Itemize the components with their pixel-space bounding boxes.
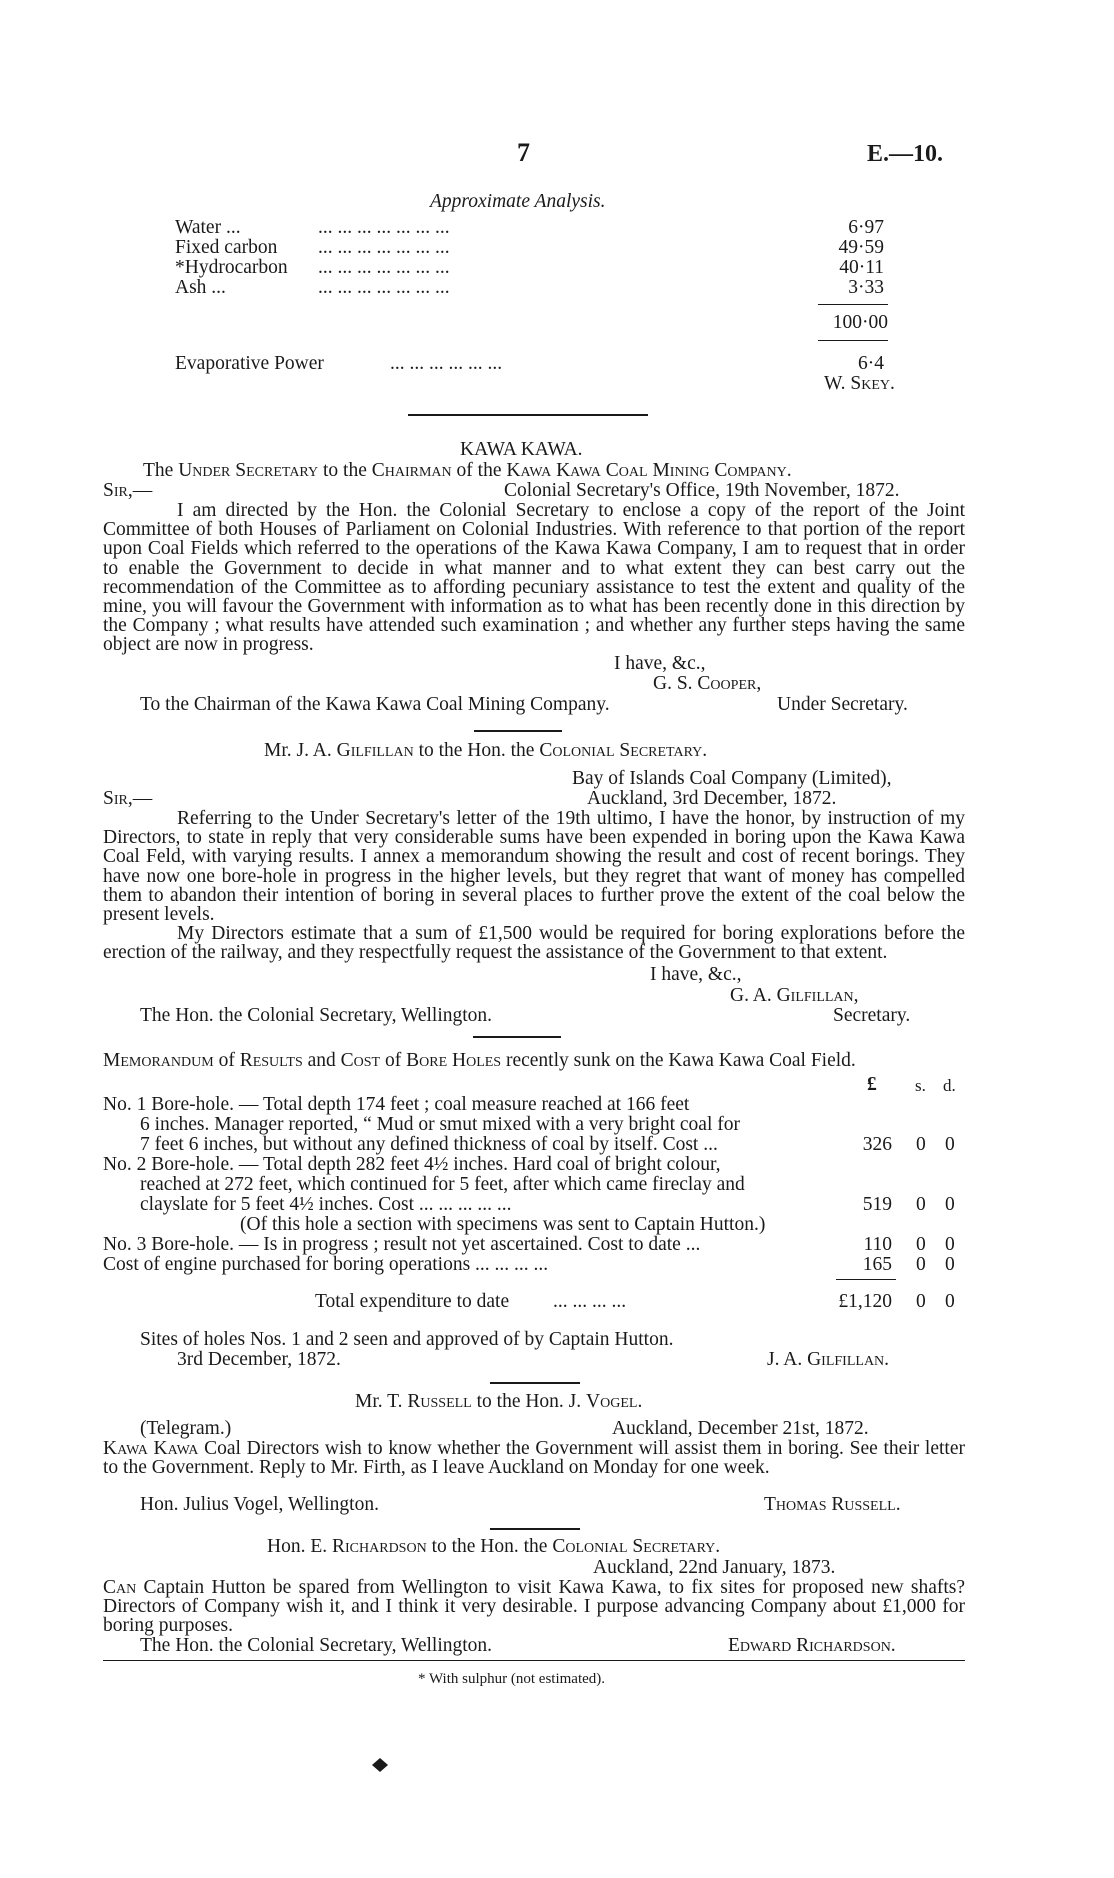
- analysis-label: Ash ...: [175, 277, 226, 298]
- memo-date: 3rd December, 1872.: [177, 1349, 341, 1370]
- richardson-addressee: The Hon. the Colonial Secretary, Wellington.: [140, 1635, 493, 1656]
- section-divider: [490, 1528, 580, 1530]
- memo-col-pence: d.: [943, 1076, 956, 1095]
- page-number: 7: [517, 138, 530, 167]
- memo-line: reached at 272 feet, which continued for 5 feet, after which came fireclay and: [140, 1174, 745, 1195]
- analysis-total: 100·00: [832, 312, 888, 333]
- richardson-signer: Edward Richardson.: [728, 1635, 896, 1656]
- russell-body: Kawa Kawa Coal Directors wish to know whether the Government will assist them in boring. See their letter to the Government. Reply to Mr. Firth, as I leave Auckland on Monday for one week.: [103, 1438, 965, 1479]
- kawa-body: I am directed by the Hon. the Colonial Secretary to enclose a copy of the report of the Joint Committee of both Houses of Parliament on Colonial Industries. With reference to that portion of the report upon Coal Fields which referred to the operations of the Kawa Kawa Company, I am to request that in order to enable the Government to decide in what manner and to what extent they can best carry out the recommendation of the Committee as to affording pecuniary assistance to test the extent and quality of the mine, you will favour the Government with information as to what has been recently done in this direction by the Company ; what results have attended such examination ; and whether any further steps having the same object are now in progress.: [103, 500, 965, 656]
- memo-line: 6 inches. Manager reported, “ Mud or smut mixed with a very bright coal for: [140, 1114, 740, 1135]
- memo-shillings: 0: [916, 1234, 926, 1255]
- memo-shillings: 0: [916, 1134, 926, 1155]
- gilfillan-signer-title: Secretary.: [833, 1005, 911, 1026]
- analysis-leader: ... ... ... ... ... ... ...: [318, 277, 450, 298]
- gilfillan-heading: Mr. J. A. Gilfillan to the Hon. the Colonial Secretary.: [264, 740, 708, 761]
- memo-line: 7 feet 6 inches, but without any defined thickness of coal by itself. Cost ...: [140, 1134, 718, 1155]
- memo-line: Cost of engine purchased for boring operations ... ... ... ...: [103, 1254, 549, 1275]
- section-divider: [474, 730, 562, 732]
- memo-line: No. 1 Bore-hole. — Total depth 174 feet ; coal measure reached at 166 feet: [103, 1094, 690, 1115]
- analysis-value: 49·59: [838, 237, 884, 258]
- russell-telegram-label: (Telegram.): [140, 1418, 232, 1439]
- total-rule: [836, 1279, 896, 1280]
- memo-pence: 0: [945, 1134, 955, 1155]
- analysis-leader: ... ... ... ... ... ... ...: [318, 217, 450, 238]
- russell-place-date: Auckland, December 21st, 1872.: [612, 1418, 869, 1439]
- memo-total-pence: 0: [945, 1291, 955, 1312]
- memo-amount: 519: [862, 1194, 892, 1215]
- kawa-signer-title: Under Secretary.: [777, 694, 908, 715]
- memo-pence: 0: [945, 1254, 955, 1275]
- kawa-place-date: Colonial Secretary's Office, 19th November, 1872.: [504, 480, 900, 501]
- memo-col-shillings: s.: [915, 1076, 926, 1095]
- memo-col-pounds: £: [867, 1074, 877, 1095]
- richardson-heading: Hon. E. Richardson to the Hon. the Colonial Secretary.: [267, 1536, 721, 1557]
- analysis-leader: ... ... ... ... ... ... ...: [318, 257, 450, 278]
- printers-mark-icon: [372, 1758, 388, 1772]
- analysis-value: 40·11: [839, 257, 884, 278]
- memo-line: No. 3 Bore-hole. — Is in progress ; result not yet ascertained. Cost to date ...: [103, 1234, 701, 1255]
- memo-note: Sites of holes Nos. 1 and 2 seen and approved of by Captain Hutton.: [140, 1329, 674, 1350]
- footnote: * With sulphur (not estimated).: [418, 1671, 606, 1687]
- analysis-title: Approximate Analysis.: [430, 191, 606, 212]
- analysis-leader: ... ... ... ... ... ... ...: [318, 237, 450, 258]
- gilfillan-address-2: Auckland, 3rd December, 1872.: [587, 788, 837, 809]
- memo-amount: 326: [862, 1134, 892, 1155]
- russell-signer: Thomas Russell.: [764, 1494, 901, 1515]
- kawa-heading: KAWA KAWA.: [460, 439, 583, 460]
- gilfillan-body: Referring to the Under Secretary's letter of the 19th ultimo, I have the honor, by instruction of my Directors, to state in reply that very considerable sums have been expended in boring upon the Kawa Kawa Coal Feld, with varying results. I annex a memorandum showing the result and cost of recent borings. They have now one bore-hole in progress in the higher levels, but they regret that want of money has compelled them to abandon their intention of boring in several places to further prove the extent of the coal below the present levels. My Directors estimate that a sum of £1,500 would be required for boring explorations before the erection of the railway, and they respectfully request the assistance of the Government to that extent.: [103, 808, 965, 964]
- memo-heading: Memorandum of Results and Cost of Bore Holes recently sunk on the Kawa Kawa Coal Field.: [103, 1050, 856, 1071]
- memo-line: (Of this hole a section with specimens was sent to Captain Hutton.): [240, 1214, 766, 1235]
- total-rule: [818, 340, 888, 341]
- analysis-leader: ... ... ... ... ... ...: [390, 353, 503, 374]
- gilfillan-signer: G. A. Gilfillan,: [730, 985, 859, 1006]
- russell-heading: Mr. T. Russell to the Hon. J. Vogel.: [355, 1391, 643, 1412]
- richardson-body: Can Captain Hutton be spared from Wellington to visit Kawa Kawa, to fix sites for proposed new shafts? Directors of Company wish it, and I think it very desirable. I purpose advancing Company about £1,000 for boring purposes.: [103, 1577, 965, 1637]
- analysis-label: Water ...: [175, 217, 241, 238]
- footnote-rule: [103, 1660, 965, 1661]
- evaporative-value: 6·4: [858, 353, 884, 374]
- gilfillan-closing: I have, &c.,: [650, 964, 742, 985]
- document-reference: E.—10.: [867, 141, 944, 167]
- memo-amount: 165: [862, 1254, 892, 1275]
- kawa-letter-heading: The Under Secretary to the Chairman of the Kawa Kawa Coal Mining Company.: [143, 460, 792, 481]
- analysis-label: *Hydrocarbon: [175, 257, 288, 278]
- memo-shillings: 0: [916, 1194, 926, 1215]
- kawa-closing: I have, &c.,: [614, 653, 706, 674]
- memo-pence: 0: [945, 1234, 955, 1255]
- gilfillan-salutation: Sir,—: [103, 788, 153, 809]
- memo-total-amount: £1,120: [838, 1291, 892, 1312]
- memo-total-label: Total expenditure to date: [315, 1291, 510, 1312]
- memo-line: No. 2 Bore-hole. — Total depth 282 feet 4½ inches. Hard coal of bright colour,: [103, 1154, 721, 1175]
- analysis-value: 3·33: [848, 277, 884, 298]
- evaporative-label: Evaporative Power: [175, 353, 324, 374]
- kawa-signer: G. S. Cooper,: [653, 673, 762, 694]
- memo-pence: 0: [945, 1194, 955, 1215]
- kawa-addressee: To the Chairman of the Kawa Kawa Coal Mining Company.: [140, 694, 610, 715]
- richardson-place-date: Auckland, 22nd January, 1873.: [593, 1557, 836, 1578]
- memo-signer: J. A. Gilfillan.: [767, 1349, 890, 1370]
- gilfillan-address-1: Bay of Islands Coal Company (Limited),: [572, 768, 892, 789]
- total-rule: [818, 304, 888, 305]
- analysis-value: 6·97: [848, 217, 884, 238]
- section-divider: [490, 1382, 580, 1384]
- memo-amount: 110: [863, 1234, 892, 1255]
- section-divider: [408, 414, 648, 416]
- memo-total-leader: ... ... ... ...: [553, 1291, 627, 1312]
- kawa-salutation: Sir,—: [103, 480, 153, 501]
- russell-addressee: Hon. Julius Vogel, Wellington.: [140, 1494, 379, 1515]
- memo-shillings: 0: [916, 1254, 926, 1275]
- memo-total-shillings: 0: [916, 1291, 926, 1312]
- analysis-signature: W. Skey.: [824, 373, 895, 394]
- memo-line: clayslate for 5 feet 4½ inches. Cost ... ... ... ... ...: [140, 1194, 512, 1215]
- gilfillan-addressee: The Hon. the Colonial Secretary, Wellington.: [140, 1005, 493, 1026]
- analysis-label: Fixed carbon: [175, 237, 278, 258]
- section-divider: [473, 1036, 561, 1038]
